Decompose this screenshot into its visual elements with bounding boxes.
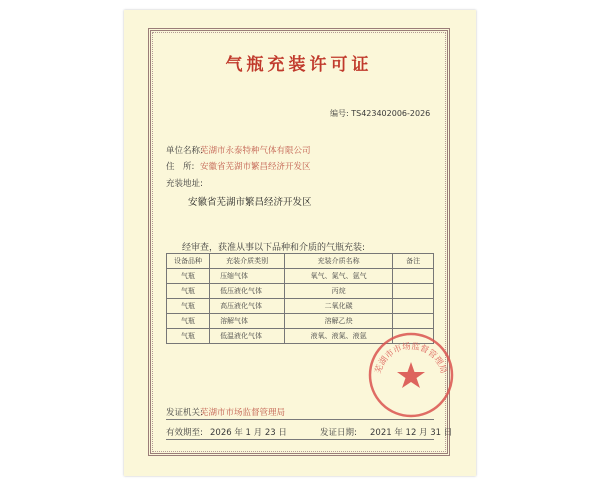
cell-note xyxy=(393,284,434,299)
fill-address-label: 充装地址: xyxy=(166,179,203,189)
header-media-category: 充装介质类别 xyxy=(210,254,285,269)
valid-until-label: 有效期至: xyxy=(166,428,203,438)
issuer-value: 芜湖市市场监督管理局 xyxy=(200,408,286,418)
issuer-label: 发证机关: xyxy=(166,408,203,418)
table-row xyxy=(167,284,434,299)
address-label: 住 所: xyxy=(166,162,195,172)
seal-text: 芜湖市市场监督管理局 xyxy=(373,341,449,375)
header-note: 备注 xyxy=(393,254,434,269)
header-device-type: 设备品种 xyxy=(167,254,210,269)
cell-media-category: 低压液化气体 xyxy=(210,284,285,299)
permit-intro: 经审查，获准从事以下品种和介质的气瓶充装: xyxy=(182,243,366,253)
cell-device-type: 气瓶 xyxy=(167,329,210,344)
cell-media-name: 液氧、液氮、液氩 xyxy=(285,329,393,344)
cell-media-category: 低温液化气体 xyxy=(210,329,285,344)
cell-media-name: 溶解乙炔 xyxy=(285,314,393,329)
unit-name-label: 单位名称: xyxy=(166,146,203,156)
official-seal-icon xyxy=(366,330,456,420)
table-row xyxy=(167,314,434,329)
certificate-title: 气瓶充装许可证 xyxy=(225,55,373,75)
cell-media-category: 高压液化气体 xyxy=(210,299,285,314)
issue-date-label: 发证日期: xyxy=(320,428,357,438)
cell-device-type: 气瓶 xyxy=(167,314,210,329)
cell-note xyxy=(393,299,434,314)
unit-name-value: 芜湖市永泰特种气体有限公司 xyxy=(200,146,311,156)
cell-note xyxy=(393,269,434,284)
fill-address-value: 安徽省芜湖市繁昌经济开发区 xyxy=(188,197,312,208)
divider-line-bottom xyxy=(166,439,434,440)
issue-date-value: 2021 年 12 月 31 日 xyxy=(370,428,453,438)
table-header-row xyxy=(167,254,434,269)
cell-device-type: 气瓶 xyxy=(167,299,210,314)
certificate-serial: 编号: TS423402006-2026 xyxy=(330,109,431,118)
address-value: 安徽省芜湖市繁昌经济开发区 xyxy=(200,162,311,172)
table-row xyxy=(167,299,434,314)
cell-device-type: 气瓶 xyxy=(167,284,210,299)
cell-media-name: 二氧化碳 xyxy=(285,299,393,314)
cell-device-type: 气瓶 xyxy=(167,269,210,284)
valid-until-value: 2026 年 1 月 23 日 xyxy=(210,428,287,438)
header-media-name: 充装介质名称 xyxy=(285,254,393,269)
table-row xyxy=(167,269,434,284)
cell-note xyxy=(393,314,434,329)
cell-media-name: 氧气、氮气、氩气 xyxy=(285,269,393,284)
cell-media-category: 溶解气体 xyxy=(210,314,285,329)
cell-media-category: 压缩气体 xyxy=(210,269,285,284)
cell-media-name: 丙烷 xyxy=(285,284,393,299)
